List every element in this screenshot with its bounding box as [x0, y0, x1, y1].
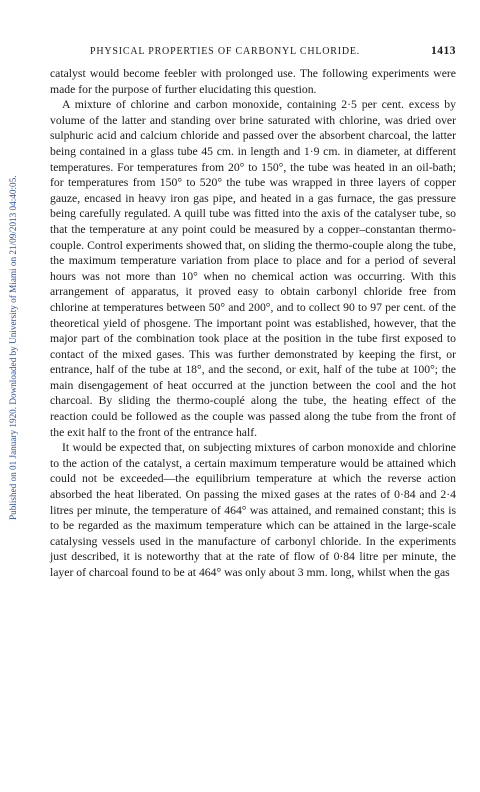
paragraph-continuation: catalyst would become feebler with prolonged use. The following experiments were made for the purpose of further elucidating this question. — [50, 67, 456, 96]
paragraph-experiment-setup: A mixture of chlorine and carbon monoxide, containing 2·5 per cent. excess by volume of the latter and standing over brine saturated with chlorine, was dried over sulphuric acid and calcium chloride and passed over the absorbent charcoal, the latter being contained in a glass tube 45 cm. in length and 1·9 cm. in diameter, at different temperatures. For temperatures from 20° to 150°, the tube was heated in an oil-bath; for temperatures from 150° to 520° the tube was wrapped in three layers of copper gauze, encased in heavy iron gas pipe, and heated in a gas furnace, the gas pressure being carefully regulated. A quill tube was fitted into the axis of the catalyser tube, so that the temperature at any point could be measured by a copper–constantan thermo-couple. Control experiments showed that, on sliding the thermo-couple along the tube, the maximum temperature variation from place to place and for a period of several hours was not more than 10° when no chemical action was occurring. With this arrangement of apparatus, it proved easy to obtain carbonyl chloride free from chlorine at temperatures between 50° and 200°, and to collect 90 to 97 per cent. of the theoretical yield of phosgene. The important point was established, however, that the major part of the combination took place at the position in the tube first exposed to contact of the mixed gases. This was further demonstrated by keeping the first, or entrance, half of the tube at 18°, and the second, or exit, half of the tube at 100°; the main disengagement of heat occurred at the junction between the cool and the hot charcoal. By sliding the thermo-couplé along the tube, the heating effect of the reaction could be followed as the couple was passed along the tube from the front of the exit half to the front of the entrance half. — [50, 98, 456, 439]
page-header — [50, 46, 456, 62]
download-watermark — [6, 80, 20, 520]
running-title: PHYSICAL PROPERTIES OF CARBONYL CHLORIDE. — [90, 46, 361, 57]
page-number: 1413 — [431, 45, 456, 57]
download-watermark-text: Published on 01 January 1920. Downloaded by University of Miami on 21/09/2013 04:40:05. — [8, 175, 18, 520]
paragraph-maximum-temperature: It would be expected that, on subjecting mixtures of carbon monoxide and chlorine to the action of the catalyst, a certain maximum temperature would be attained which could not be exceeded—the equilibrium temperature at which the reverse action absorbed the heat liberated. On passing the mixed gases at the rates of 0·84 and 2·4 litres per minute, the temperature of 464° was attained, and remained constant; this is to be regarded as the maximum temperature which can be attained in the large-scale catalysing vessels used in the manufacture of carbonyl chloride. In the experiments just described, it is noteworthy that at the rate of flow of 0·84 litre per minute, the layer of charcoal found to be at 464° was only about 3 mm. long, whilst when the gas — [50, 441, 456, 579]
article-body — [50, 66, 456, 581]
